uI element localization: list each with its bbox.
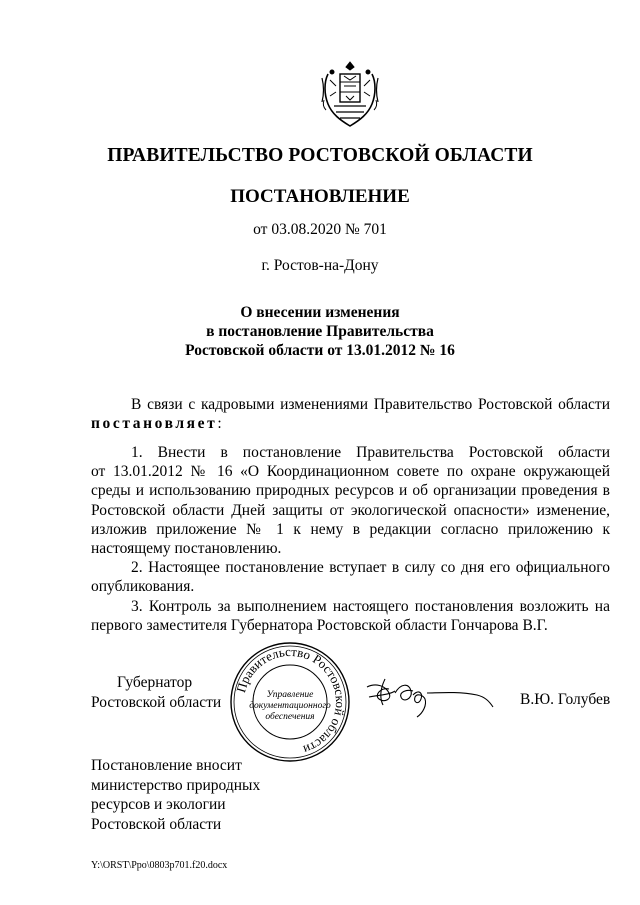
introduced-by-line: Постановление вносит xyxy=(91,757,242,774)
stamp-center-line: обеспечения xyxy=(265,712,315,722)
stamp-ring-text: Правительство Ростовской области xyxy=(233,643,349,758)
file-path: Y:\ORST\Ppo\0803p701.f20.docx xyxy=(91,860,228,871)
item-1-rest: от 13.01.2012 № 16 «О Координационном совете по охране окружающей среды и использованию природных ресурсов и об организации проведения в Ростовской области Дней защиты от экологической опасности» изменение, изложив приложение № 1 к нему в редакции согласно приложению к настоящему постановлению. xyxy=(91,463,610,558)
subject-line: в постановление Правительства xyxy=(206,323,434,340)
date-number: от 03.08.2020 № 701 xyxy=(253,221,387,238)
coat-of-arms-icon xyxy=(318,60,382,130)
introduced-by xyxy=(91,756,260,834)
document-subject xyxy=(0,303,640,360)
stamp-center-line: Управление xyxy=(266,690,314,700)
signer-position-line: Ростовской области xyxy=(91,693,222,711)
signer-position xyxy=(91,673,221,712)
preamble-decree xyxy=(91,414,610,433)
decree-word: постановляет xyxy=(91,415,218,433)
subject-line: Ростовской области от 13.01.2012 № 16 xyxy=(185,342,455,359)
item-3: 3. Контроль за выполнением настоящего постановления возложить на первого заместителя Губернатора Ростовской области Гончарова В.Г. xyxy=(91,597,610,634)
introduced-by-line: министерство природных xyxy=(91,776,261,794)
preamble xyxy=(91,395,610,433)
government-name: ПРАВИТЕЛЬСТВО РОСТОВСКОЙ ОБЛАСТИ xyxy=(107,145,533,166)
city: г. Ростов-на-Дону xyxy=(261,257,379,274)
item-1-first-line: 1. Внести в постановление Правительства Ростовской области xyxy=(131,444,610,461)
introduced-by-line: Ростовской области xyxy=(91,815,222,833)
stamp-center-line: документационного xyxy=(249,701,331,711)
signer-position-line: Губернатор xyxy=(117,674,193,691)
preamble-line: В связи с кадровыми изменениями Правительство Ростовской области xyxy=(131,396,610,413)
item-2: 2. Настоящее постановление вступает в силу со дня его официального опубликования. xyxy=(91,559,610,596)
introduced-by-line: ресурсов и экологии xyxy=(91,796,226,813)
decree-colon: : xyxy=(217,415,222,433)
signer-name: В.Ю. Голубев xyxy=(520,691,611,708)
decree-items xyxy=(91,443,610,635)
subject-line: О внесении изменения xyxy=(240,304,400,321)
official-stamp-icon xyxy=(229,641,351,763)
document-type: ПОСТАНОВЛЕНИЕ xyxy=(230,186,410,207)
handwritten-signature-icon xyxy=(365,673,495,718)
